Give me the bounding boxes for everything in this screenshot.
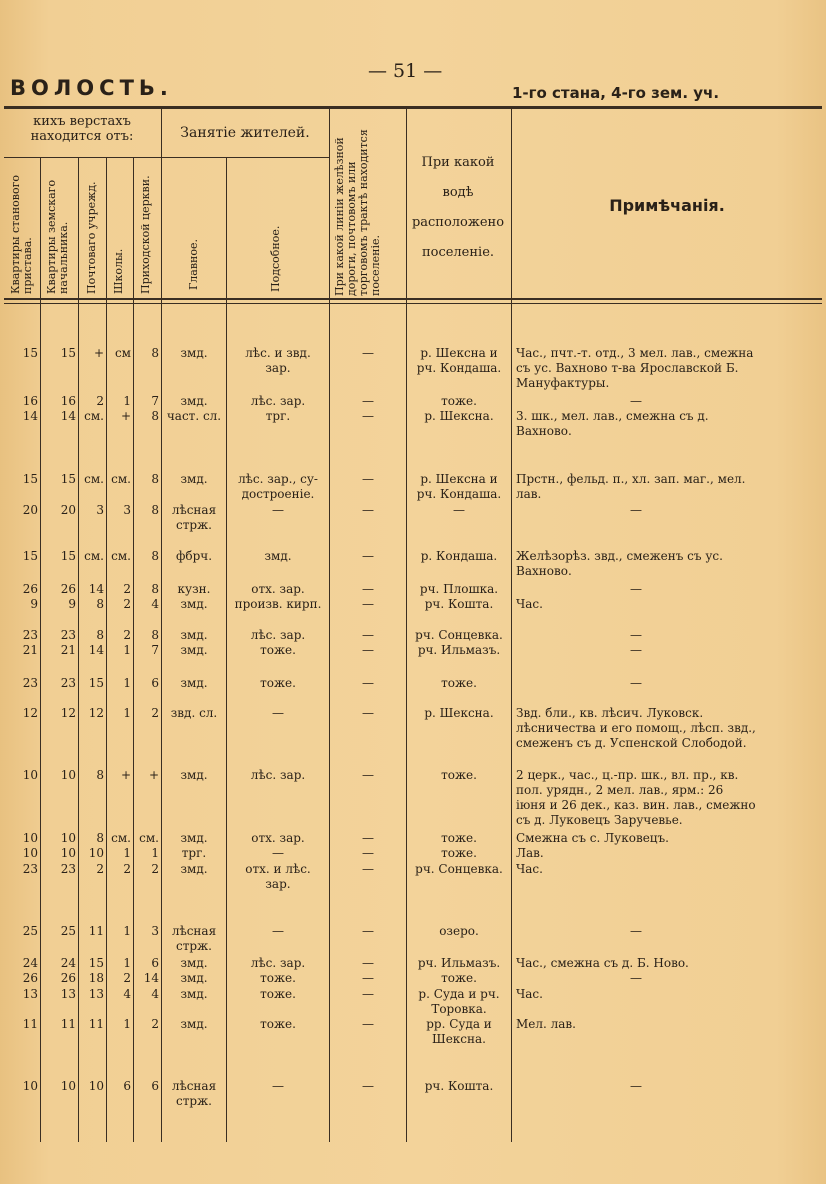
cell-note: Час. xyxy=(516,987,543,1001)
cell-note: Лав. xyxy=(516,846,544,860)
cell-water: рч. Плошка. xyxy=(419,582,499,596)
cell-d: 1 xyxy=(123,956,131,970)
cell-b: 15 xyxy=(60,549,76,563)
col-rule-8 xyxy=(406,108,407,1142)
col-rule-1 xyxy=(40,158,41,1142)
cell-d: 2 xyxy=(123,862,131,876)
cell-b: 26 xyxy=(60,971,76,985)
cell-d: 1 xyxy=(123,394,131,408)
cell-aux: тоже. xyxy=(260,987,296,1001)
cell-water: — xyxy=(453,503,465,517)
cell-b: 23 xyxy=(60,862,76,876)
cell-a: 23 xyxy=(22,628,38,642)
cell-aux: змд. xyxy=(264,549,292,563)
cell-aux: трг. xyxy=(265,409,291,423)
cell-d: 2 xyxy=(123,597,131,611)
cell-a: 10 xyxy=(22,1079,38,1093)
cell-water: рр. Суда и Шексна. xyxy=(426,1017,492,1046)
cell-aux: лѣс. зар. xyxy=(250,628,306,642)
cell-rail: — xyxy=(362,503,374,517)
cell-c: 14 xyxy=(88,643,104,657)
cell-c: 18 xyxy=(88,971,104,985)
cell-aux: тоже. xyxy=(260,676,296,690)
cell-water: р. Шексна и рч. Кондаша. xyxy=(416,346,502,375)
cell-rail: — xyxy=(362,394,374,408)
cell-c: см. xyxy=(84,409,104,423)
cell-d: + xyxy=(120,409,131,423)
cell-main: част. сл. xyxy=(166,409,222,423)
cell-e: 6 xyxy=(151,1079,159,1093)
header-bottom-rule xyxy=(4,298,822,300)
cell-b: 20 xyxy=(60,503,76,517)
cell-a: 23 xyxy=(22,676,38,690)
cell-e: 3 xyxy=(151,924,159,938)
cell-b: 9 xyxy=(68,597,76,611)
cell-a: 16 xyxy=(22,394,38,408)
header-main: Главное. xyxy=(187,239,200,290)
cell-d: 4 xyxy=(123,987,131,1001)
cell-e: см. xyxy=(139,831,159,845)
cell-a: 10 xyxy=(22,846,38,860)
cell-c: см. xyxy=(84,472,104,486)
header-railway: При какой линіи желѣзной дороги, почтовомъ или торговомъ трактѣ находится поселеніе. xyxy=(333,129,382,296)
cell-aux: лѣс. зар., су- достроеніе. xyxy=(238,472,318,501)
cell-main: змд. xyxy=(180,676,208,690)
cell-note: — xyxy=(630,582,642,596)
cell-a: 23 xyxy=(22,862,38,876)
cell-c: 11 xyxy=(88,924,104,938)
cell-c: 2 xyxy=(96,394,104,408)
cell-c: 15 xyxy=(88,956,104,970)
cell-d: 3 xyxy=(123,503,131,517)
cell-note: Мел. лав. xyxy=(516,1017,576,1031)
cell-rail: — xyxy=(362,472,374,486)
col-rule-6 xyxy=(226,158,227,1142)
cell-main: змд. xyxy=(180,628,208,642)
cell-e: 8 xyxy=(151,409,159,423)
cell-rail: — xyxy=(362,346,374,360)
cell-note: Час., смежна съ д. Б. Ново. xyxy=(516,956,689,970)
cell-d: см. xyxy=(111,831,131,845)
cell-water: р. Суда и рч. Торовка. xyxy=(418,987,500,1016)
cell-water: тоже. xyxy=(441,394,477,408)
cell-a: 26 xyxy=(22,971,38,985)
cell-a: 14 xyxy=(22,409,38,423)
cell-d: 2 xyxy=(123,628,131,642)
cell-c: 12 xyxy=(88,706,104,720)
cell-rail: — xyxy=(362,987,374,1001)
cell-b: 16 xyxy=(60,394,76,408)
cell-main: змд. xyxy=(180,1017,208,1031)
cell-c: 10 xyxy=(88,846,104,860)
page-title: ВОЛОСТЬ. xyxy=(10,76,173,100)
cell-a: 24 xyxy=(22,956,38,970)
cell-e: 2 xyxy=(151,862,159,876)
cell-water: р. Шексна. xyxy=(424,409,494,423)
cell-d: см. xyxy=(111,549,131,563)
header-occupation-group: Занятіе жителей. xyxy=(180,125,310,141)
cell-a: 12 xyxy=(22,706,38,720)
cell-water: тоже. xyxy=(441,768,477,782)
cell-main: лѣсная стрж. xyxy=(171,924,217,953)
cell-a: 10 xyxy=(22,831,38,845)
cell-e: 8 xyxy=(151,582,159,596)
cell-water: р. Кондаша. xyxy=(420,549,498,563)
cell-water: рч. Сонцевка. xyxy=(415,862,503,876)
cell-note: — xyxy=(630,394,642,408)
cell-b: 25 xyxy=(60,924,76,938)
cell-aux: — xyxy=(272,706,284,720)
col-rule-5 xyxy=(161,108,162,1142)
cell-b: 15 xyxy=(60,472,76,486)
cell-water: рч. Кошта. xyxy=(424,1079,494,1093)
cell-note: — xyxy=(630,1079,642,1093)
cell-main: лѣсная стрж. xyxy=(171,1079,217,1108)
cell-main: змд. xyxy=(180,394,208,408)
cell-main: кузн. xyxy=(177,582,211,596)
cell-b: 12 xyxy=(60,706,76,720)
cell-rail: — xyxy=(362,971,374,985)
cell-aux: отх. зар. xyxy=(251,582,305,596)
cell-aux: — xyxy=(272,924,284,938)
cell-note: Звд. бли., кв. лѣсич. Луковск. лѣсничества и его помощ., лѣсп. звд., смеженъ съ д. Успенской Слободой. xyxy=(516,706,756,750)
cell-aux: отх. зар. xyxy=(251,831,305,845)
cell-c: 10 xyxy=(88,1079,104,1093)
cell-aux: отх. и лѣс. зар. xyxy=(245,862,311,891)
cell-rail: — xyxy=(362,924,374,938)
cell-d: см xyxy=(114,346,131,360)
cell-d: 1 xyxy=(123,924,131,938)
cell-e: 8 xyxy=(151,346,159,360)
cell-c: 15 xyxy=(88,676,104,690)
cell-e: 7 xyxy=(151,643,159,657)
cell-note: Желѣзорѣз. звд., смеженъ съ ус. Вахново. xyxy=(516,549,723,578)
cell-rail: — xyxy=(362,862,374,876)
cell-main: змд. xyxy=(180,643,208,657)
cell-e: 1 xyxy=(151,846,159,860)
cell-b: 10 xyxy=(60,846,76,860)
cell-e: 7 xyxy=(151,394,159,408)
cell-e: 8 xyxy=(151,549,159,563)
cell-a: 20 xyxy=(22,503,38,517)
cell-d: 2 xyxy=(123,582,131,596)
cell-a: 25 xyxy=(22,924,38,938)
cell-note: Смежна съ с. Луковецъ. xyxy=(516,831,669,845)
cell-d: 1 xyxy=(123,1017,131,1031)
header-water: При какой водѣ расположено поселеніе. xyxy=(411,155,505,260)
cell-c: 11 xyxy=(88,1017,104,1031)
cell-c: 3 xyxy=(96,503,104,517)
cell-main: змд. xyxy=(180,597,208,611)
cell-note: 3. шк., мел. лав., смежна съ д. Вахново. xyxy=(516,409,709,438)
group-rule-distance xyxy=(4,157,161,158)
cell-main: лѣсная стрж. xyxy=(171,503,217,532)
cell-rail: — xyxy=(362,1017,374,1031)
cell-a: 11 xyxy=(22,1017,38,1031)
cell-note: — xyxy=(630,628,642,642)
cell-e: 4 xyxy=(151,987,159,1001)
cell-b: 10 xyxy=(60,1079,76,1093)
cell-a: 26 xyxy=(22,582,38,596)
top-rule xyxy=(4,106,822,109)
cell-b: 24 xyxy=(60,956,76,970)
cell-c: 13 xyxy=(88,987,104,1001)
cell-aux: лѣс. зар. xyxy=(250,768,306,782)
cell-note: Час. xyxy=(516,862,543,876)
cell-b: 23 xyxy=(60,628,76,642)
cell-main: змд. xyxy=(180,831,208,845)
cell-e: 8 xyxy=(151,472,159,486)
cell-note: — xyxy=(630,971,642,985)
cell-c: 8 xyxy=(96,628,104,642)
cell-e: 8 xyxy=(151,503,159,517)
cell-e: 14 xyxy=(143,971,159,985)
cell-a: 13 xyxy=(22,987,38,1001)
cell-rail: — xyxy=(362,409,374,423)
cell-main: змд. xyxy=(180,862,208,876)
cell-a: 10 xyxy=(22,768,38,782)
cell-e: + xyxy=(148,768,159,782)
cell-note: — xyxy=(630,503,642,517)
cell-aux: произв. кирп. xyxy=(234,597,322,611)
cell-c: 14 xyxy=(88,582,104,596)
cell-a: 15 xyxy=(22,346,38,360)
cell-note: — xyxy=(630,924,642,938)
cell-rail: — xyxy=(362,643,374,657)
cell-c: 8 xyxy=(96,597,104,611)
cell-rail: — xyxy=(362,846,374,860)
cell-a: 15 xyxy=(22,472,38,486)
cell-b: 13 xyxy=(60,987,76,1001)
cell-c: + xyxy=(93,346,104,360)
page-subtitle: 1-го стана, 4-го зем. уч. xyxy=(512,84,720,102)
cell-e: 8 xyxy=(151,628,159,642)
cell-main: трг. xyxy=(181,846,207,860)
cell-water: озеро. xyxy=(439,924,479,938)
page-number: — 51 — xyxy=(368,60,443,82)
header-bottom-rule-2 xyxy=(4,303,822,304)
cell-main: змд. xyxy=(180,971,208,985)
cell-b: 15 xyxy=(60,346,76,360)
cell-water: рч. Кошта. xyxy=(424,597,494,611)
cell-d: 1 xyxy=(123,676,131,690)
cell-a: 21 xyxy=(22,643,38,657)
cell-main: змд. xyxy=(180,472,208,486)
cell-main: змд. xyxy=(180,987,208,1001)
col-rule-9 xyxy=(511,108,512,1142)
cell-water: рч. Ильмазъ. xyxy=(417,956,501,970)
cell-water: тоже. xyxy=(441,676,477,690)
cell-rail: — xyxy=(362,597,374,611)
cell-aux: тоже. xyxy=(260,1017,296,1031)
cell-aux: лѣс. зар. xyxy=(250,394,306,408)
cell-main: змд. xyxy=(180,346,208,360)
cell-aux: лѣс. и звд. зар. xyxy=(245,346,311,375)
cell-note: Прстн., фельд. п., хл. зап. маг., мел. лав. xyxy=(516,472,746,501)
cell-c: 2 xyxy=(96,862,104,876)
cell-main: змд. xyxy=(180,768,208,782)
cell-aux: лѣс. зар. xyxy=(250,956,306,970)
cell-water: рч. Ильмазъ. xyxy=(417,643,501,657)
header-schools: Школы. xyxy=(112,248,125,294)
cell-rail: — xyxy=(362,956,374,970)
cell-note: Час., пчт.-т. отд., 3 мел. лав., смежна съ ус. Вахново т-ва Ярославской Б. Мануфактуры. xyxy=(516,346,754,390)
cell-b: 10 xyxy=(60,768,76,782)
cell-rail: — xyxy=(362,1079,374,1093)
header-post: Почтоваго учрежд. xyxy=(85,181,98,294)
cell-main: фбрч. xyxy=(175,549,213,563)
col-rule-7 xyxy=(329,108,330,1142)
cell-rail: — xyxy=(362,549,374,563)
cell-d: 1 xyxy=(123,846,131,860)
cell-water: р. Шексна. xyxy=(424,706,494,720)
cell-a: 15 xyxy=(22,549,38,563)
cell-b: 26 xyxy=(60,582,76,596)
cell-d: 1 xyxy=(123,706,131,720)
cell-b: 11 xyxy=(60,1017,76,1031)
cell-e: 2 xyxy=(151,1017,159,1031)
cell-water: рч. Сонцевка. xyxy=(415,628,503,642)
cell-c: 8 xyxy=(96,831,104,845)
cell-main: звд. сл. xyxy=(170,706,218,720)
header-church: Приходской церкви. xyxy=(139,175,152,294)
header-zemsky: Квартиры земскаго начальника. xyxy=(45,179,70,294)
cell-d: 6 xyxy=(123,1079,131,1093)
cell-rail: — xyxy=(362,768,374,782)
cell-water: тоже. xyxy=(441,846,477,860)
cell-rail: — xyxy=(362,706,374,720)
group-rule-occupation xyxy=(162,157,329,158)
header-notes: Примѣчанія. xyxy=(609,196,725,215)
cell-e: 2 xyxy=(151,706,159,720)
cell-rail: — xyxy=(362,831,374,845)
cell-aux: тоже. xyxy=(260,643,296,657)
cell-note: — xyxy=(630,676,642,690)
cell-aux: — xyxy=(272,1079,284,1093)
cell-b: 10 xyxy=(60,831,76,845)
cell-aux: — xyxy=(272,846,284,860)
cell-e: 6 xyxy=(151,676,159,690)
header-auxiliary: Подсобное. xyxy=(269,225,282,292)
cell-rail: — xyxy=(362,582,374,596)
cell-c: 8 xyxy=(96,768,104,782)
col-rule-4 xyxy=(133,158,134,1142)
cell-d: 1 xyxy=(123,643,131,657)
col-rule-2 xyxy=(78,158,79,1142)
col-rule-3 xyxy=(106,158,107,1142)
cell-rail: — xyxy=(362,676,374,690)
header-distance-group: кихъ верстахъ находится отъ: xyxy=(30,114,134,144)
cell-a: 9 xyxy=(30,597,38,611)
header-stanovoy: Квартиры станового пристава. xyxy=(9,175,34,294)
cell-note: Час. xyxy=(516,597,543,611)
cell-note: 2 церк., час., ц.-пр. шк., вл. пр., кв. пол. урядн., 2 мел. лав., ярм.: 26 іюня и 26 дек., каз. вин. лав., смежно съ д. Луковецъ Заручевье. xyxy=(516,768,756,827)
cell-b: 23 xyxy=(60,676,76,690)
cell-main: змд. xyxy=(180,956,208,970)
cell-e: 6 xyxy=(151,956,159,970)
cell-note: — xyxy=(630,643,642,657)
cell-water: тоже. xyxy=(441,971,477,985)
cell-e: 4 xyxy=(151,597,159,611)
cell-aux: тоже. xyxy=(260,971,296,985)
cell-b: 21 xyxy=(60,643,76,657)
cell-d: + xyxy=(120,768,131,782)
cell-d: 2 xyxy=(123,971,131,985)
cell-aux: — xyxy=(272,503,284,517)
cell-b: 14 xyxy=(60,409,76,423)
cell-rail: — xyxy=(362,628,374,642)
cell-d: см. xyxy=(111,472,131,486)
cell-c: см. xyxy=(84,549,104,563)
cell-water: тоже. xyxy=(441,831,477,845)
cell-water: р. Шексна и рч. Кондаша. xyxy=(416,472,502,501)
